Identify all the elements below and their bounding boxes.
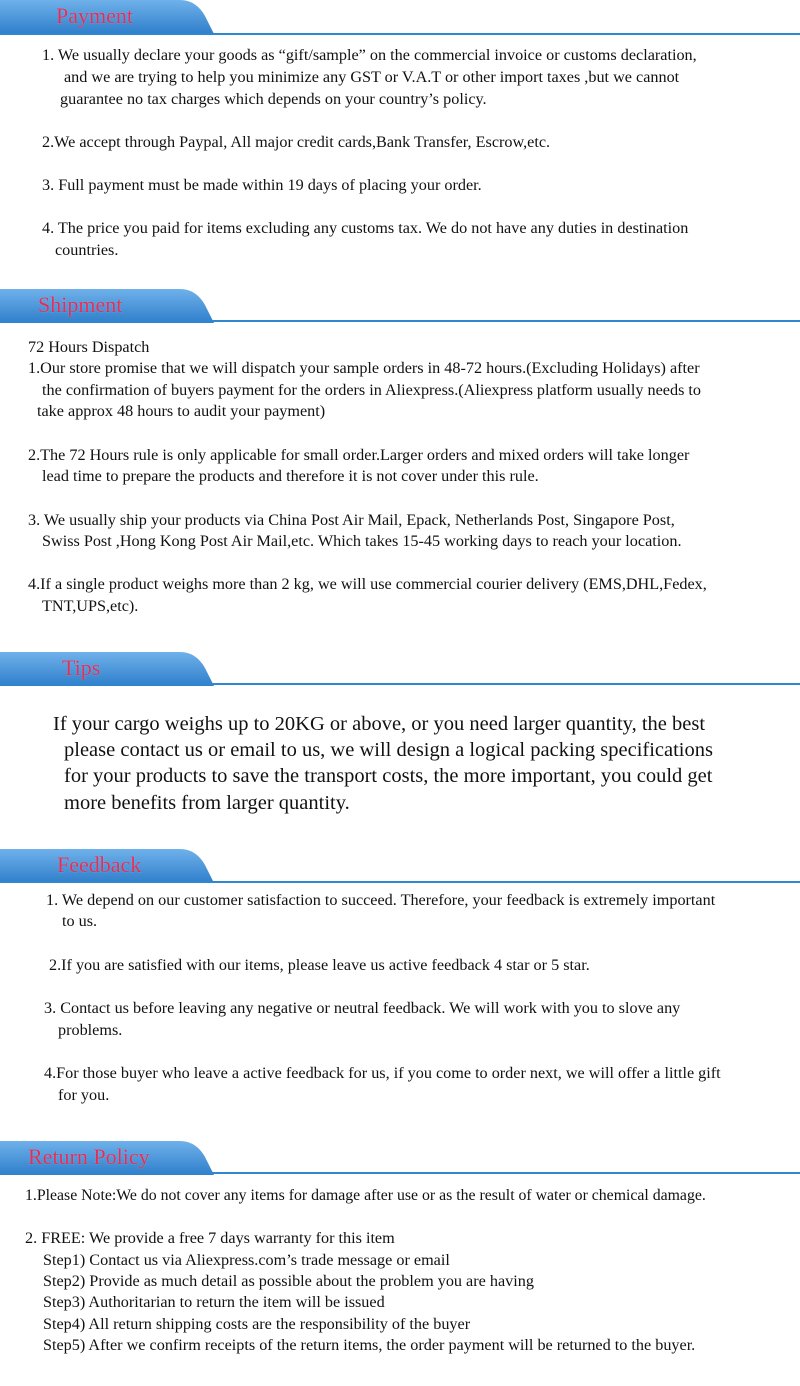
feedback-banner [0,849,800,885]
tips-line-1: If your cargo weighs up to 20KG or above, or you need larger quantity, the best [53,713,706,735]
tips-line-3: for your products to save the transport costs, the more important, you could get [64,765,713,787]
tips-banner [0,652,800,688]
shipment-item-1-line-1: 1.Our store promise that we will dispatch your sample orders in 48-72 hours.(Excluding Holidays) after [28,359,700,377]
return-note: 1.Please Note:We do not cover any items for damage after use or as the result of water or chemical damage. [25,1187,706,1204]
feedback-item-1-line-1: 1. We depend on our customer satisfaction to succeed. Therefore, your feedback is extremely important [46,891,716,909]
shipment-item-3-line-2: Swiss Post ,Hong Kong Post Air Mail,etc. Which takes 15-45 working days to reach your location. [42,532,682,550]
return-step-2: Step2) Provide as much detail as possible about the problem you are having [43,1272,534,1290]
shipment-heading: 72 Hours Dispatch [28,338,150,356]
return-free: 2. FREE: We provide a free 7 days warranty for this item [25,1229,395,1247]
return-policy-banner [0,1141,800,1177]
tips-line-2: please contact us or email to us, we will design a logical packing specifications [64,739,713,761]
shipment-banner [0,289,800,325]
return-step-4: Step4) All return shipping costs are the responsibility of the buyer [43,1315,471,1333]
payment-item-2: 2.We accept through Paypal, All major credit cards,Bank Transfer, Escrow,etc. [42,133,551,151]
shipment-item-3-line-1: 3. We usually ship your products via China Post Air Mail, Epack, Netherlands Post, Singapore Post, [28,511,675,529]
feedback-item-4-line-1: 4.For those buyer who leave a active feedback for us, if you come to order next, we will offer a little gift [44,1064,721,1082]
section-title-tips: Tips [62,655,101,680]
feedback-item-3-line-1: 3. Contact us before leaving any negative or neutral feedback. We will work with you to slove any [44,999,681,1017]
payment-item-1-line-3: guarantee no tax charges which depends on your country’s policy. [60,90,487,108]
feedback-item-2: 2.If you are satisfied with our items, please leave us active feedback 4 star or 5 star. [49,956,590,974]
section-title-feedback: Feedback [57,852,142,877]
payment-banner [0,0,800,36]
section-title-shipment: Shipment [38,292,123,317]
payment-item-4-line-1: 4. The price you paid for items excluding any customs tax. We do not have any duties in destination [42,219,689,237]
feedback-item-3-line-2: problems. [58,1021,123,1039]
feedback-item-1-line-2: to us. [62,912,98,930]
payment-item-4-line-2: countries. [55,241,119,259]
payment-item-1-line-2: and we are trying to help you minimize any GST or V.A.T or other import taxes ,but we cannot [64,68,680,86]
payment-item-3: 3. Full payment must be made within 19 days of placing your order. [42,176,482,194]
section-title-return-policy: Return Policy [28,1144,150,1169]
section-title-payment: Payment [56,3,133,28]
shipment-item-4-line-1: 4.If a single product weighs more than 2 kg, we will use commercial courier delivery (EMS,DHL,Fedex, [28,575,707,593]
feedback-item-4-line-2: for you. [58,1086,110,1104]
shipment-item-1-line-2: the confirmation of buyers payment for the orders in Aliexpress.(Aliexpress platform usually needs to [42,381,702,399]
return-step-1: Step1) Contact us via Aliexpress.com’s trade message or email [43,1251,450,1269]
return-step-3: Step3) Authoritarian to return the item will be issued [43,1293,385,1311]
shipment-item-1-line-3: take approx 48 hours to audit your payment) [37,402,326,420]
shipment-item-2-line-2: lead time to prepare the products and therefore it is not cover under this rule. [42,467,539,485]
shipment-item-2-line-1: 2.The 72 Hours rule is only applicable for small order.Larger orders and mixed orders will take longer [28,446,690,464]
return-step-5: Step5) After we confirm receipts of the return items, the order payment will be returned to the buyer. [43,1336,696,1354]
shipment-item-4-line-2: TNT,UPS,etc). [42,597,139,615]
payment-item-1-line-1: 1. We usually declare your goods as “gift/sample” on the commercial invoice or customs declaration, [42,46,697,64]
tips-line-4: more benefits from larger quantity. [64,792,350,814]
